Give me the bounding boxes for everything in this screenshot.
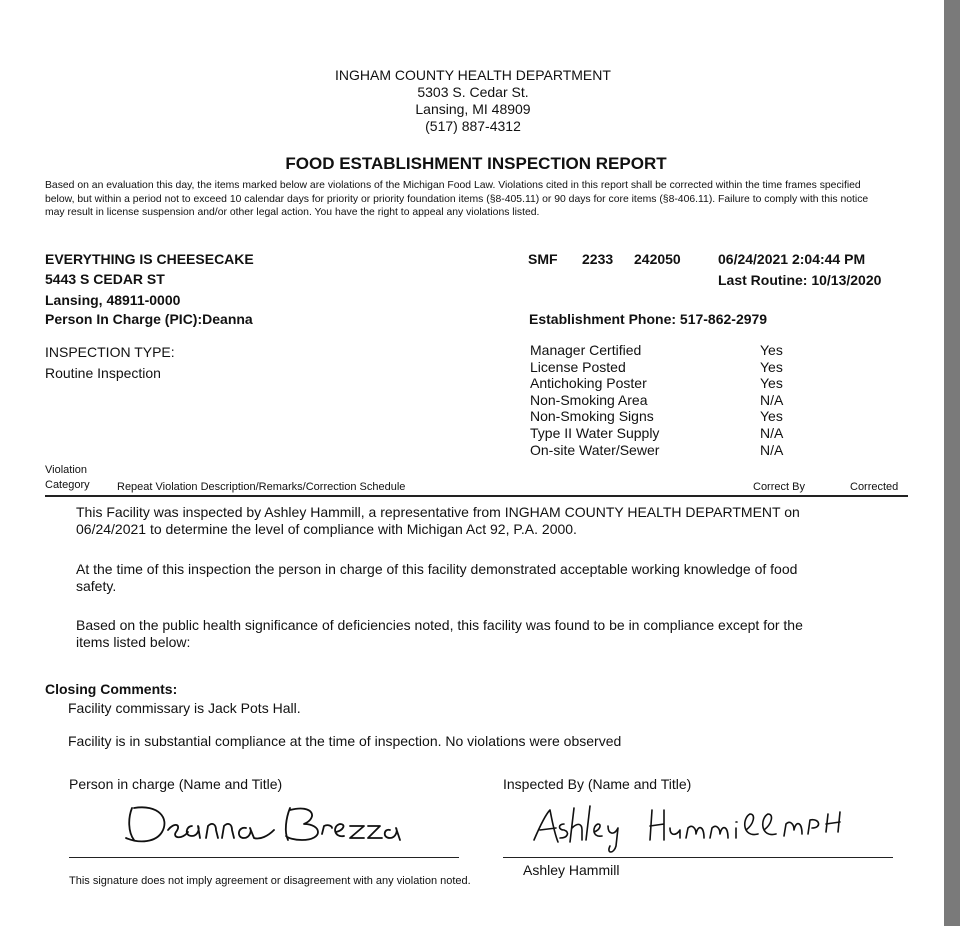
- col-corrected: Corrected: [850, 481, 899, 493]
- pic-signature-label: Person in charge (Name and Title): [69, 776, 283, 792]
- checklist-row: [530, 342, 800, 359]
- checklist-label: Antichoking Poster: [530, 375, 647, 392]
- department-phone: (517) 887-4312: [425, 118, 521, 134]
- checklist-label: On-site Water/Sewer: [530, 441, 660, 458]
- inspector-name: Ashley Hammill: [523, 862, 620, 878]
- person-in-charge: Person In Charge (PIC):Deanna: [45, 311, 253, 327]
- inspection-type-value: Routine Inspection: [45, 365, 161, 381]
- checklist-value: N/A: [760, 441, 784, 458]
- signature-disclaimer: This signature does not imply agreement or disagreement with any violation noted.: [69, 875, 471, 887]
- establishment-street: 5443 S CEDAR ST: [45, 271, 165, 287]
- col-category: Category: [45, 479, 90, 491]
- establishment-city: Lansing, 48911-0000: [45, 292, 181, 308]
- checklist-value: N/A: [760, 391, 784, 408]
- checklist-value: N/A: [760, 424, 784, 441]
- code-242050: 242050: [634, 251, 681, 267]
- checklist-row: [530, 442, 800, 459]
- checklist-label: Non-Smoking Area: [530, 391, 648, 408]
- inspection-paragraph-1: This Facility was inspected by Ashley Hammill, a representative from INGHAM COUNTY HEALTH DEPARTMENT on 06/24/2021 to determine the level of compliance with Michigan Act 92, P.A. 2000.: [76, 504, 800, 537]
- checklist-row: [530, 392, 800, 409]
- closing-comment-1: Facility commissary is Jack Pots Hall.: [68, 700, 301, 716]
- establishment-name: EVERYTHING IS CHEESECAKE: [45, 251, 254, 267]
- checklist-row: [530, 375, 800, 392]
- checklist-value: Yes: [760, 342, 783, 358]
- checklist-value: Yes: [760, 375, 783, 392]
- intro-text: Based on an evaluation this day, the items marked below are violations of the Michigan Food Law. Violations cited in this report shall be corrected within the time frames specified below, but within a period not to exceed 10 calendar days for priority or priority foundation items (§8-405.11) or 90 days for core items (§8-406.11). Failure to comply with this notice may result in license suspension and/or other legal action. You have the right to appeal any violations listed.: [45, 180, 869, 218]
- inspector-signature: [530, 800, 870, 860]
- inspector-signature-label: Inspected By (Name and Title): [503, 776, 692, 792]
- compliance-checklist: [530, 342, 800, 458]
- header-rule: [45, 495, 908, 497]
- department-name: INGHAM COUNTY HEALTH DEPARTMENT: [335, 67, 611, 83]
- checklist-label: Type II Water Supply: [530, 424, 660, 441]
- establishment-phone: Establishment Phone: 517-862-2979: [529, 311, 768, 327]
- closing-comment-2: Facility is in substantial compliance at the time of inspection. No violations were observed: [68, 733, 622, 749]
- checklist-label: License Posted: [530, 358, 626, 375]
- inspection-paragraph-3: Based on the public health significance of deficiencies noted, this facility was found to be in compliance except for the items listed below:: [76, 617, 803, 650]
- col-violation: Violation: [45, 464, 87, 476]
- inspector-signature-line: [503, 857, 893, 858]
- checklist-value: Yes: [760, 408, 783, 425]
- last-routine: Last Routine: 10/13/2020: [718, 272, 882, 288]
- report-title: FOOD ESTABLISHMENT INSPECTION REPORT: [285, 154, 667, 173]
- code-smf: SMF: [528, 251, 558, 267]
- checklist-value: Yes: [760, 358, 783, 375]
- inspection-type-label: INSPECTION TYPE:: [45, 344, 175, 360]
- checklist-row: [530, 425, 800, 442]
- inspection-datetime: 06/24/2021 2:04:44 PM: [718, 251, 866, 267]
- checklist-label: Non-Smoking Signs: [530, 408, 654, 425]
- department-address: 5303 S. Cedar St.: [417, 84, 529, 100]
- pic-signature-line: [69, 857, 459, 858]
- page-edge: [944, 0, 960, 926]
- col-repeat-description: Repeat Violation Description/Remarks/Correction Schedule: [117, 481, 406, 493]
- checklist-row: [530, 408, 800, 425]
- closing-heading: Closing Comments:: [45, 681, 178, 697]
- code-2233: 2233: [582, 251, 614, 267]
- checklist-row: [530, 359, 800, 376]
- checklist-label: Manager Certified: [530, 342, 642, 358]
- inspection-paragraph-2: At the time of this inspection the person in charge of this facility demonstrated acceptable working knowledge of food safety.: [76, 561, 798, 594]
- pic-signature: [118, 796, 408, 862]
- col-correct-by: Correct By: [753, 481, 805, 493]
- department-city: Lansing, MI 48909: [415, 101, 531, 117]
